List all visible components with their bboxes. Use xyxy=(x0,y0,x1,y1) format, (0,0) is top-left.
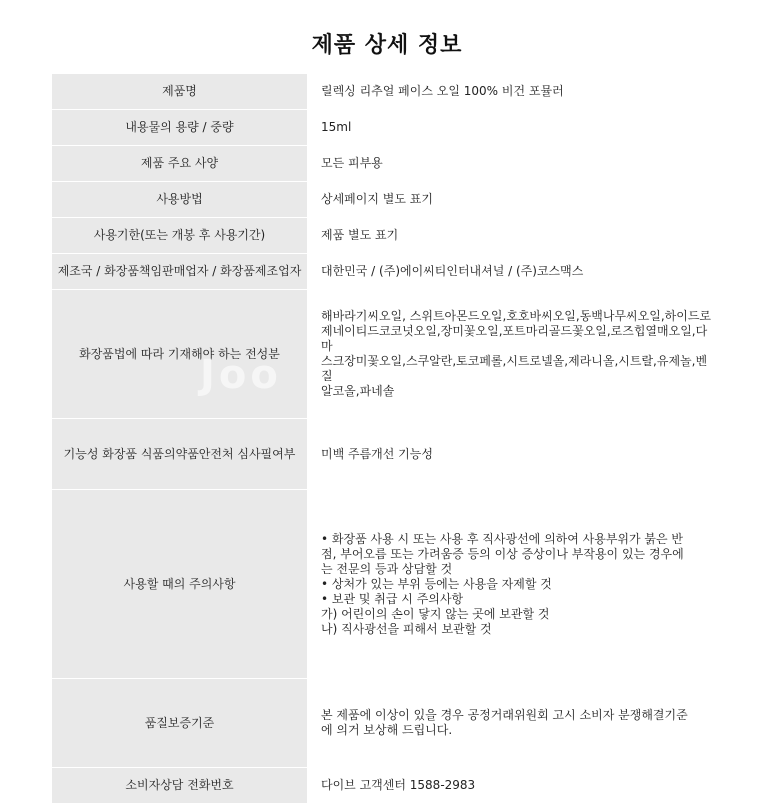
table-row xyxy=(52,419,722,490)
row-label-phone: 소비자상담 전화번호 xyxy=(52,768,307,804)
row-value-expiry: 제품 별도 표기 xyxy=(307,218,722,254)
product-spec-table xyxy=(52,74,722,804)
row-label-quality: 품질보증기준 xyxy=(52,679,307,768)
row-value-ingredients xyxy=(307,290,722,419)
row-label-product-name: 제품명 xyxy=(52,74,307,110)
table-row xyxy=(52,146,722,182)
row-label-cautions: 사용할 때의 주의사항 xyxy=(52,490,307,679)
table-row xyxy=(52,768,722,804)
table-row xyxy=(52,254,722,290)
row-value-functional: 미백 주름개선 기능성 xyxy=(307,419,722,490)
table-row xyxy=(52,490,722,679)
quality-line: 에 의거 보상해 드립니다. xyxy=(321,723,453,737)
table-row xyxy=(52,182,722,218)
caution-line: 는 전문의 등과 상담할 것 xyxy=(321,561,453,576)
row-value-main-spec: 모든 피부용 xyxy=(307,146,722,182)
ingredients-line: 스크장미꽃오일,스쿠알란,토코페롤,시트로넬올,제라니올,시트랄,유제놀,벤질 xyxy=(321,354,708,383)
row-value-manufacturer: 대한민국 / (주)에이씨티인터내셔널 / (주)코스맥스 xyxy=(307,254,722,290)
row-label-manufacturer: 제조국 / 화장품책임판매업자 / 화장품제조업자 xyxy=(52,254,307,290)
row-value-volume: 15ml xyxy=(307,110,722,146)
table-row xyxy=(52,74,722,110)
ingredients-line: 해바라기씨오일, 스위트아몬드오일,호호바씨오일,동백나무씨오일,하이드로 xyxy=(321,309,712,323)
table-row xyxy=(52,679,722,768)
row-value-cautions xyxy=(307,490,722,679)
row-value-quality xyxy=(307,679,722,768)
quality-line: 본 제품에 이상이 있을 경우 공정거래위원회 고시 소비자 분쟁해결기준 xyxy=(321,708,688,722)
caution-line: 나) 직사광선을 피해서 보관할 것 xyxy=(321,621,492,636)
caution-line: 가) 어린이의 손이 닿지 않는 곳에 보관할 것 xyxy=(321,606,550,621)
caution-line: • 화장품 사용 시 또는 사용 후 직사광선에 의하여 사용부위가 붉은 반 xyxy=(321,531,684,546)
table-row xyxy=(52,110,722,146)
row-label-functional: 기능성 화장품 식품의약품안전처 심사필여부 xyxy=(52,419,307,490)
table-row xyxy=(52,218,722,254)
caution-line: 점, 부어오름 또는 가려움증 등의 이상 증상이나 부작용이 있는 경우에 xyxy=(321,546,684,561)
row-value-usage: 상세페이지 별도 표기 xyxy=(307,182,722,218)
row-value-product-name: 릴렉싱 리추얼 페이스 오일 100% 비건 포뮬러 xyxy=(307,74,722,110)
row-value-phone: 다이브 고객센터 1588-2983 xyxy=(307,768,722,804)
page-title: 제품 상세 정보 xyxy=(311,33,463,58)
ingredients-line: 제네이티드코코넛오일,장미꽃오일,포트마리골드꽃오일,로즈힙열매오일,다마 xyxy=(321,324,708,353)
caution-line: • 보관 및 취급 시 주의사항 xyxy=(321,591,464,606)
row-label-usage: 사용방법 xyxy=(52,182,307,218)
caution-line: • 상처가 있는 부위 등에는 사용을 자제할 것 xyxy=(321,576,552,591)
row-label-expiry: 사용기한(또는 개봉 후 사용기간) xyxy=(52,218,307,254)
table-row xyxy=(52,290,722,419)
row-label-main-spec: 제품 주요 사양 xyxy=(52,146,307,182)
ingredients-line: 알코올,파네솔 xyxy=(321,384,395,398)
watermark-text: Joo xyxy=(200,352,282,398)
row-label-volume: 내용물의 용량 / 중량 xyxy=(52,110,307,146)
row-label-ingredients: 화장품법에 따라 기재해야 하는 전성분 xyxy=(52,290,307,419)
